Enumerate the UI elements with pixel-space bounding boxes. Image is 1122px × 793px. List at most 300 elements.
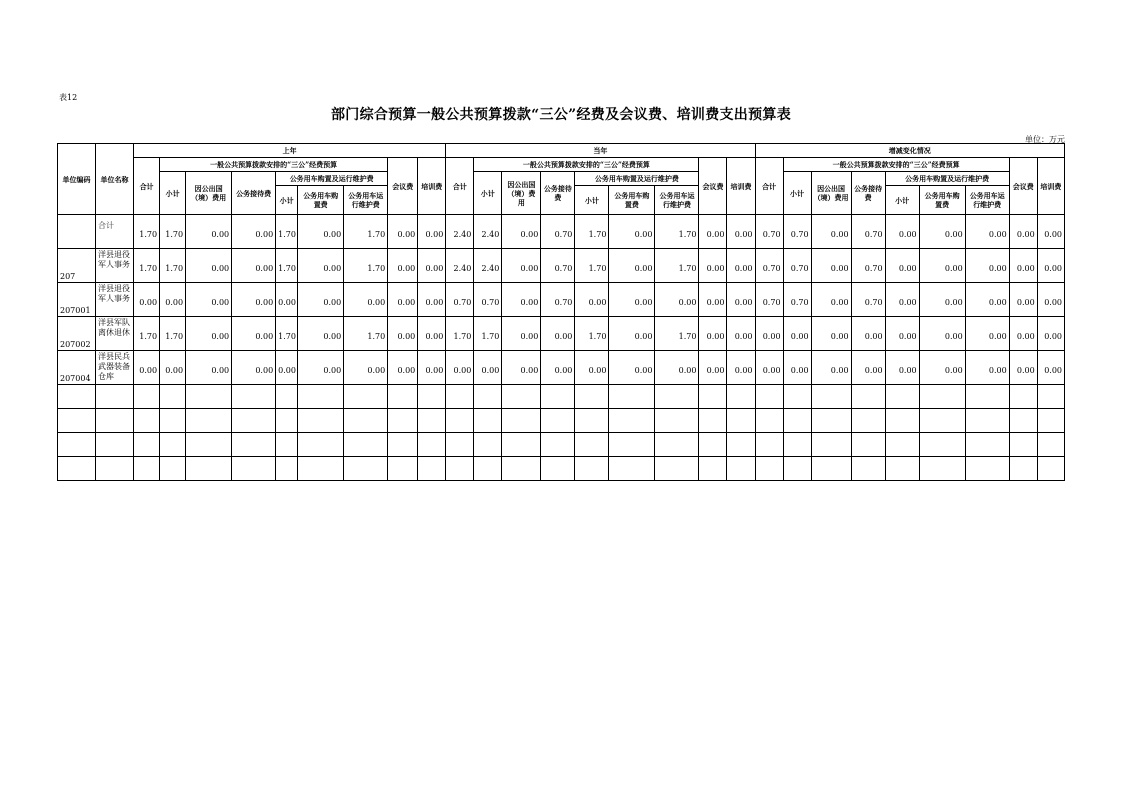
empty-cell xyxy=(919,433,965,457)
value-cell: 0.00 xyxy=(298,317,344,351)
header-vehicle-run-last-year: 公务用车运行维护费 xyxy=(344,186,388,215)
value-cell: 0.00 xyxy=(388,317,418,351)
value-cell: 0.00 xyxy=(885,215,919,249)
empty-cell xyxy=(502,409,541,433)
empty-cell xyxy=(276,385,298,409)
empty-cell xyxy=(474,457,502,481)
value-cell: 1.70 xyxy=(276,215,298,249)
empty-cell xyxy=(388,433,418,457)
unit-code-cell xyxy=(58,215,96,249)
empty-cell xyxy=(446,433,474,457)
value-cell: 0.00 xyxy=(541,317,575,351)
value-cell: 1.70 xyxy=(344,215,388,249)
value-cell: 0.00 xyxy=(502,283,541,317)
value-cell: 0.00 xyxy=(727,283,755,317)
unit-name-text: 洋县军队离休退休 xyxy=(98,318,131,337)
header-training-this-year: 培训费 xyxy=(727,158,755,215)
empty-cell xyxy=(134,457,160,481)
empty-cell xyxy=(96,457,134,481)
unit-name-text: 合计 xyxy=(98,220,115,230)
value-cell: 0.00 xyxy=(885,317,919,351)
header-row-3 xyxy=(58,172,1065,186)
empty-cell xyxy=(186,409,232,433)
empty-cell xyxy=(811,385,851,409)
value-cell: 0.00 xyxy=(727,215,755,249)
empty-cell xyxy=(160,385,186,409)
empty-cell xyxy=(811,409,851,433)
value-cell: 0.70 xyxy=(851,283,885,317)
empty-cell xyxy=(58,457,96,481)
empty-cell xyxy=(1037,457,1064,481)
value-cell: 0.00 xyxy=(609,215,655,249)
value-cell: 1.70 xyxy=(575,249,609,283)
value-cell: 0.00 xyxy=(186,283,232,317)
table-row xyxy=(58,317,1065,351)
empty-cell xyxy=(96,433,134,457)
value-cell: 0.00 xyxy=(783,351,811,385)
empty-cell xyxy=(388,457,418,481)
header-row-1 xyxy=(58,144,1065,158)
empty-cell xyxy=(298,385,344,409)
empty-cell xyxy=(885,385,919,409)
header-reception-this-year: 公务接待费 xyxy=(541,172,575,215)
empty-cell xyxy=(965,457,1009,481)
header-training-last-year: 培训费 xyxy=(418,158,446,215)
empty-cell xyxy=(965,385,1009,409)
header-meeting-change: 会议费 xyxy=(1009,158,1037,215)
unit-name-cell xyxy=(96,283,134,317)
value-cell: 0.00 xyxy=(965,351,1009,385)
table-number: 表12 xyxy=(59,93,78,102)
value-cell: 0.00 xyxy=(418,249,446,283)
empty-cell xyxy=(811,433,851,457)
empty-cell xyxy=(298,409,344,433)
empty-cell xyxy=(755,385,783,409)
empty-cell xyxy=(919,457,965,481)
empty-cell xyxy=(755,457,783,481)
value-cell: 0.00 xyxy=(388,283,418,317)
value-cell: 0.00 xyxy=(276,351,298,385)
value-cell: 0.00 xyxy=(232,351,276,385)
empty-cell xyxy=(96,409,134,433)
value-cell: 0.00 xyxy=(885,351,919,385)
value-cell: 2.40 xyxy=(446,249,474,283)
value-cell: 1.70 xyxy=(575,317,609,351)
value-cell: 0.00 xyxy=(699,249,727,283)
value-cell: 0.00 xyxy=(446,351,474,385)
value-cell: 0.00 xyxy=(699,283,727,317)
empty-cell xyxy=(727,457,755,481)
empty-cell xyxy=(755,409,783,433)
empty-cell xyxy=(1037,385,1064,409)
value-cell: 0.70 xyxy=(755,249,783,283)
value-cell: 0.70 xyxy=(541,283,575,317)
empty-cell xyxy=(1037,409,1064,433)
empty-cell xyxy=(1009,433,1037,457)
empty-cell xyxy=(474,433,502,457)
empty-cell xyxy=(160,433,186,457)
value-cell: 1.70 xyxy=(276,317,298,351)
empty-cell xyxy=(541,433,575,457)
empty-cell xyxy=(609,433,655,457)
empty-cell xyxy=(232,409,276,433)
header-subtotal-last-year: 小计 xyxy=(160,172,186,215)
empty-cell xyxy=(1009,385,1037,409)
value-cell: 0.70 xyxy=(446,283,474,317)
unit-code-cell: 207002 xyxy=(58,317,96,351)
unit-name-cell xyxy=(96,215,134,249)
value-cell: 0.00 xyxy=(1037,317,1064,351)
value-cell: 0.00 xyxy=(919,215,965,249)
value-cell: 0.00 xyxy=(186,249,232,283)
empty-cell xyxy=(783,385,811,409)
empty-cell xyxy=(58,385,96,409)
empty-cell xyxy=(58,433,96,457)
value-cell: 0.00 xyxy=(502,215,541,249)
value-cell: 0.00 xyxy=(919,283,965,317)
empty-cell xyxy=(344,409,388,433)
header-abroad-change: 因公出国（境）费用 xyxy=(811,172,851,215)
empty-row xyxy=(58,409,1065,433)
unit-name-cell xyxy=(96,249,134,283)
page-title: 部门综合预算一般公共预算拨款“三公”经费及会议费、培训费支出预算表 xyxy=(330,107,791,123)
empty-cell xyxy=(160,457,186,481)
value-cell: 0.00 xyxy=(388,351,418,385)
header-group-change: 增减变化情况 xyxy=(755,144,1064,158)
value-cell: 0.00 xyxy=(575,351,609,385)
value-cell: 0.00 xyxy=(655,351,699,385)
value-cell: 0.00 xyxy=(232,283,276,317)
value-cell: 0.00 xyxy=(418,215,446,249)
empty-cell xyxy=(298,457,344,481)
value-cell: 0.00 xyxy=(232,317,276,351)
header-subtotal-this-year: 小计 xyxy=(474,172,502,215)
header-meeting-last-year: 会议费 xyxy=(388,158,418,215)
value-cell: 0.70 xyxy=(783,249,811,283)
empty-cell xyxy=(609,457,655,481)
value-cell: 0.00 xyxy=(699,215,727,249)
empty-cell xyxy=(134,433,160,457)
empty-cell xyxy=(699,433,727,457)
value-cell: 1.70 xyxy=(474,317,502,351)
empty-cell xyxy=(783,409,811,433)
value-cell: 1.70 xyxy=(575,215,609,249)
empty-cell xyxy=(851,457,885,481)
header-vehicle-change: 公务用车购置及运行维护费 xyxy=(885,172,1009,186)
value-cell: 0.00 xyxy=(344,351,388,385)
value-cell: 0.00 xyxy=(811,249,851,283)
header-vehicle-subtotal-change: 小计 xyxy=(885,186,919,215)
value-cell: 0.00 xyxy=(186,351,232,385)
empty-cell xyxy=(446,385,474,409)
value-cell: 0.00 xyxy=(388,215,418,249)
value-cell: 0.00 xyxy=(919,351,965,385)
header-total-this-year: 合计 xyxy=(446,158,474,215)
value-cell: 0.00 xyxy=(1037,283,1064,317)
empty-cell xyxy=(418,385,446,409)
header-vehicle-run-this-year: 公务用车运行维护费 xyxy=(655,186,699,215)
value-cell: 0.00 xyxy=(418,317,446,351)
header-sangong-change: 一般公共预算拨款安排的“三公”经费预算 xyxy=(783,158,1009,172)
empty-cell xyxy=(1009,457,1037,481)
value-cell: 0.00 xyxy=(1009,215,1037,249)
value-cell: 0.00 xyxy=(699,351,727,385)
value-cell: 0.00 xyxy=(965,317,1009,351)
empty-cell xyxy=(755,433,783,457)
header-code: 单位编码 xyxy=(58,144,96,215)
unit-name-cell xyxy=(96,317,134,351)
empty-cell xyxy=(541,457,575,481)
budget-table xyxy=(57,143,1065,481)
empty-cell xyxy=(575,385,609,409)
value-cell: 0.00 xyxy=(502,249,541,283)
value-cell: 0.00 xyxy=(276,283,298,317)
header-vehicle-last-year: 公务用车购置及运行维护费 xyxy=(276,172,388,186)
value-cell: 0.00 xyxy=(727,351,755,385)
value-cell: 0.70 xyxy=(851,215,885,249)
value-cell: 0.70 xyxy=(474,283,502,317)
value-cell: 0.00 xyxy=(655,283,699,317)
empty-cell xyxy=(919,385,965,409)
empty-cell xyxy=(655,457,699,481)
empty-cell xyxy=(344,385,388,409)
value-cell: 0.00 xyxy=(134,283,160,317)
header-total-last-year: 合计 xyxy=(134,158,160,215)
empty-cell xyxy=(186,433,232,457)
empty-cell xyxy=(965,409,1009,433)
header-subtotal-change: 小计 xyxy=(783,172,811,215)
header-vehicle-buy-change: 公务用车购置费 xyxy=(919,186,965,215)
empty-row xyxy=(58,457,1065,481)
unit-name-text: 洋县退役军人事务 xyxy=(98,284,131,303)
value-cell: 2.40 xyxy=(474,215,502,249)
value-cell: 0.00 xyxy=(134,351,160,385)
value-cell: 0.70 xyxy=(755,215,783,249)
header-total-change: 合计 xyxy=(755,158,783,215)
header-vehicle-buy-last-year: 公务用车购置费 xyxy=(298,186,344,215)
empty-cell xyxy=(186,385,232,409)
value-cell: 0.70 xyxy=(783,283,811,317)
value-cell: 0.00 xyxy=(232,249,276,283)
header-reception-change: 公务接待费 xyxy=(851,172,885,215)
empty-row xyxy=(58,433,1065,457)
value-cell: 0.00 xyxy=(298,215,344,249)
value-cell: 1.70 xyxy=(344,249,388,283)
empty-cell xyxy=(344,433,388,457)
table-row xyxy=(58,215,1065,249)
value-cell: 0.00 xyxy=(1009,249,1037,283)
value-cell: 0.00 xyxy=(755,351,783,385)
value-cell: 0.00 xyxy=(541,351,575,385)
value-cell: 0.70 xyxy=(755,283,783,317)
value-cell: 0.70 xyxy=(541,249,575,283)
value-cell: 1.70 xyxy=(160,249,186,283)
value-cell: 0.00 xyxy=(232,215,276,249)
empty-cell xyxy=(502,433,541,457)
value-cell: 0.00 xyxy=(851,317,885,351)
value-cell: 1.70 xyxy=(134,249,160,283)
value-cell: 0.70 xyxy=(541,215,575,249)
empty-cell xyxy=(446,409,474,433)
unit-code-cell: 207004 xyxy=(58,351,96,385)
empty-cell xyxy=(541,409,575,433)
empty-cell xyxy=(727,409,755,433)
unit-code-cell: 207001 xyxy=(58,283,96,317)
value-cell: 0.00 xyxy=(474,351,502,385)
value-cell: 0.00 xyxy=(418,283,446,317)
value-cell: 0.00 xyxy=(851,351,885,385)
value-cell: 0.00 xyxy=(502,317,541,351)
value-cell: 0.00 xyxy=(344,283,388,317)
empty-row xyxy=(58,385,1065,409)
empty-cell xyxy=(388,409,418,433)
empty-cell xyxy=(655,433,699,457)
value-cell: 0.00 xyxy=(885,283,919,317)
header-sangong-this-year: 一般公共预算拨款安排的“三公”经费预算 xyxy=(474,158,699,172)
empty-cell xyxy=(502,385,541,409)
value-cell: 1.70 xyxy=(655,317,699,351)
empty-cell xyxy=(783,457,811,481)
empty-cell xyxy=(965,433,1009,457)
value-cell: 2.40 xyxy=(446,215,474,249)
value-cell: 0.00 xyxy=(1037,351,1064,385)
empty-cell xyxy=(851,433,885,457)
empty-cell xyxy=(727,385,755,409)
empty-cell xyxy=(609,409,655,433)
empty-cell xyxy=(885,457,919,481)
header-group-last-year: 上年 xyxy=(134,144,446,158)
empty-cell xyxy=(502,457,541,481)
empty-cell xyxy=(575,433,609,457)
empty-cell xyxy=(655,409,699,433)
empty-cell xyxy=(134,409,160,433)
empty-cell xyxy=(474,409,502,433)
empty-cell xyxy=(1037,433,1064,457)
empty-cell xyxy=(232,433,276,457)
value-cell: 1.70 xyxy=(160,215,186,249)
empty-cell xyxy=(1009,409,1037,433)
empty-cell xyxy=(541,385,575,409)
header-sangong-last-year: 一般公共预算拨款安排的“三公”经费预算 xyxy=(160,158,388,172)
empty-cell xyxy=(276,433,298,457)
empty-cell xyxy=(418,433,446,457)
value-cell: 0.00 xyxy=(388,249,418,283)
empty-cell xyxy=(186,457,232,481)
value-cell: 0.00 xyxy=(727,249,755,283)
empty-cell xyxy=(344,457,388,481)
value-cell: 0.00 xyxy=(811,317,851,351)
value-cell: 0.00 xyxy=(609,283,655,317)
table-row xyxy=(58,351,1065,385)
empty-cell xyxy=(474,385,502,409)
value-cell: 1.70 xyxy=(134,317,160,351)
value-cell: 1.70 xyxy=(344,317,388,351)
value-cell: 0.00 xyxy=(965,215,1009,249)
header-abroad-last-year: 因公出国（境）费用 xyxy=(186,172,232,215)
empty-cell xyxy=(232,457,276,481)
value-cell: 1.70 xyxy=(655,215,699,249)
empty-cell xyxy=(699,385,727,409)
value-cell: 0.00 xyxy=(811,215,851,249)
value-cell: 0.00 xyxy=(811,351,851,385)
empty-cell xyxy=(388,385,418,409)
value-cell: 0.00 xyxy=(965,249,1009,283)
header-vehicle-subtotal-this-year: 小计 xyxy=(575,186,609,215)
header-vehicle-subtotal-last-year: 小计 xyxy=(276,186,298,215)
value-cell: 0.00 xyxy=(727,317,755,351)
value-cell: 0.00 xyxy=(699,317,727,351)
empty-cell xyxy=(851,385,885,409)
value-cell: 0.00 xyxy=(1037,215,1064,249)
empty-cell xyxy=(276,409,298,433)
value-cell: 0.00 xyxy=(502,351,541,385)
value-cell: 0.00 xyxy=(1009,317,1037,351)
empty-cell xyxy=(575,457,609,481)
header-vehicle-this-year: 公务用车购置及运行维护费 xyxy=(575,172,699,186)
value-cell: 0.00 xyxy=(1037,249,1064,283)
empty-cell xyxy=(655,385,699,409)
value-cell: 0.00 xyxy=(783,317,811,351)
value-cell: 0.00 xyxy=(575,283,609,317)
empty-cell xyxy=(96,385,134,409)
header-training-change: 培训费 xyxy=(1037,158,1064,215)
value-cell: 0.00 xyxy=(919,317,965,351)
value-cell: 0.00 xyxy=(160,351,186,385)
unit-name-cell xyxy=(96,351,134,385)
empty-cell xyxy=(851,409,885,433)
value-cell: 0.00 xyxy=(609,317,655,351)
value-cell: 2.40 xyxy=(474,249,502,283)
header-group-this-year: 当年 xyxy=(446,144,755,158)
value-cell: 0.70 xyxy=(851,249,885,283)
empty-cell xyxy=(727,433,755,457)
value-cell: 0.00 xyxy=(160,283,186,317)
header-row-2 xyxy=(58,158,1065,172)
value-cell: 0.00 xyxy=(609,249,655,283)
value-cell: 0.00 xyxy=(609,351,655,385)
value-cell: 0.00 xyxy=(755,317,783,351)
value-cell: 1.70 xyxy=(134,215,160,249)
empty-cell xyxy=(232,385,276,409)
empty-cell xyxy=(885,433,919,457)
value-cell: 0.00 xyxy=(186,317,232,351)
value-cell: 1.70 xyxy=(446,317,474,351)
empty-cell xyxy=(276,457,298,481)
value-cell: 0.00 xyxy=(418,351,446,385)
empty-cell xyxy=(919,409,965,433)
header-abroad-this-year: 因公出国（境）费用 xyxy=(502,172,541,215)
value-cell: 0.00 xyxy=(811,283,851,317)
empty-cell xyxy=(134,385,160,409)
header-vehicle-buy-this-year: 公务用车购置费 xyxy=(609,186,655,215)
empty-cell xyxy=(699,457,727,481)
empty-cell xyxy=(58,409,96,433)
value-cell: 0.00 xyxy=(885,249,919,283)
value-cell: 0.00 xyxy=(965,283,1009,317)
empty-cell xyxy=(885,409,919,433)
unit-code-cell: 207 xyxy=(58,249,96,283)
unit-label: 单位：万元 xyxy=(1025,135,1065,144)
empty-cell xyxy=(298,433,344,457)
header-name: 单位名称 xyxy=(96,144,134,215)
empty-cell xyxy=(783,433,811,457)
empty-cell xyxy=(575,409,609,433)
table-row xyxy=(58,283,1065,317)
value-cell: 1.70 xyxy=(655,249,699,283)
table-row xyxy=(58,249,1065,283)
empty-cell xyxy=(811,457,851,481)
unit-name-text: 洋县退役军人事务 xyxy=(98,250,131,269)
